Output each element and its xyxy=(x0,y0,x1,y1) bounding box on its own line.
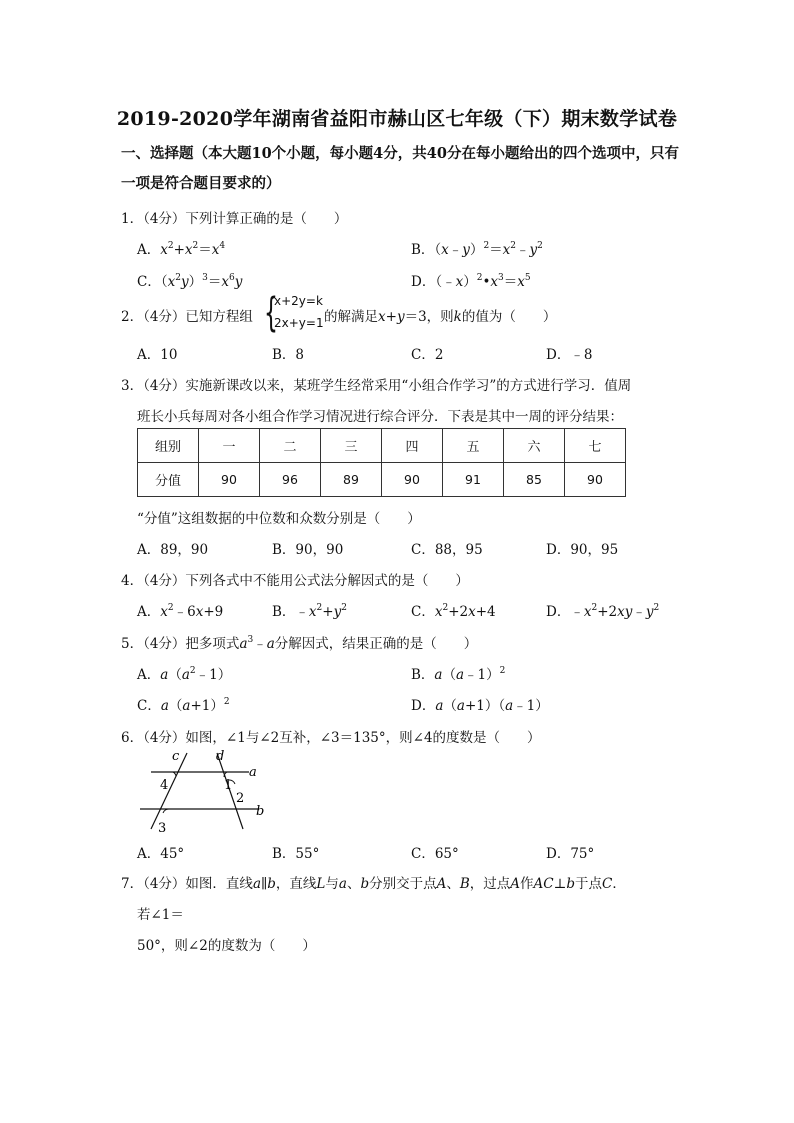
table-row xyxy=(138,463,626,497)
q4-option-c[interactable]: C．$x^2+2x+4$ xyxy=(411,603,496,620)
q4-option-b[interactable]: B．$﹣x^2+y^2$ xyxy=(272,603,347,620)
q5-stem-post: 分解因式，结果正确的是（ ） xyxy=(274,636,478,652)
q6-option-c[interactable]: C．65° xyxy=(411,846,459,862)
q3-line3: “分值”这组数据的中位数和众数分别是（ ） xyxy=(137,511,421,527)
q7-line3: 50°，则∠2的度数为（ ） xyxy=(137,938,316,954)
q3-option-a[interactable]: A．89，90 xyxy=(137,542,209,558)
q3-line1: 3．（4分）实施新课改以来，某班学生经常采用“小组合作学习”的方式进行学习．值周 xyxy=(121,378,632,394)
label-b: b xyxy=(256,804,265,819)
label-angle-3: 3 xyxy=(158,821,167,836)
q7-line1-final: 于点 xyxy=(574,876,602,892)
table-cell: 五 xyxy=(443,429,504,463)
q1-option-a[interactable]: A．$x^2+x^2=x^4$ xyxy=(137,241,226,258)
q4-stem: 4．（4分）下列各式中不能用公式法分解因式的是（ ） xyxy=(121,573,469,589)
q6-option-b[interactable]: B．55° xyxy=(272,846,320,862)
q5-option-d[interactable]: D．a（a+1）（a﹣1） xyxy=(411,698,549,714)
q2-stem-post-text: 的解满足 xyxy=(324,309,378,325)
q3-option-d[interactable]: D．90，95 xyxy=(546,542,619,558)
q7-line1-rest: ，直线 xyxy=(275,876,317,892)
table-row xyxy=(138,429,626,463)
q1-option-b-letter: B． xyxy=(411,242,435,258)
page-title: 2019-2020学年湖南省益阳市赫山区七年级（下）期末数学试卷 xyxy=(116,108,678,130)
q5-option-a-letter: A． xyxy=(137,667,161,683)
q7-line2: 若∠1＝ xyxy=(137,907,184,923)
q7-line1-end: 分别交于点 xyxy=(369,876,437,892)
q5-option-c[interactable]: C．$a(a+1)^2$ xyxy=(137,697,230,714)
q1-option-c[interactable]: C．$(x^2y)^3=x^6y$ xyxy=(137,273,243,290)
table-cell: 三 xyxy=(321,429,382,463)
q6-option-a[interactable]: A．45° xyxy=(137,846,185,862)
q5-option-b[interactable]: B．a（a﹣1）$^2$ xyxy=(411,666,506,683)
label-d: d xyxy=(216,749,225,764)
q4-option-b-letter: B．﹣ xyxy=(272,604,309,620)
q2-stem-tail: ，则 xyxy=(426,309,454,325)
q4-option-c-letter: C． xyxy=(411,604,435,620)
table-cell: 89 xyxy=(321,463,382,497)
q1-option-d[interactable]: D．$(﹣x)^2•x^3=x^5$ xyxy=(411,273,531,290)
q2-option-a[interactable]: A．10 xyxy=(137,347,178,363)
q4-option-a-letter: A． xyxy=(137,604,161,620)
score-table xyxy=(137,428,626,497)
q1-option-b[interactable]: B．$(x﹣y)^2=x^2﹣y^2$ xyxy=(411,241,543,258)
q4-option-d[interactable]: D．$﹣x^2+2xy﹣y^2$ xyxy=(546,603,660,620)
table-cell: 90 xyxy=(565,463,626,497)
label-angle-1: 1 xyxy=(224,778,233,793)
q5-option-b-letter: B． xyxy=(411,667,435,683)
q2-eq1: x+2y=k xyxy=(274,294,323,308)
q2-stem-pre: 2．（4分）已知方程组 xyxy=(121,309,253,325)
q2-eq2: 2x+y=1 xyxy=(274,316,324,330)
q6-stem: 6．（4分）如图，∠1与∠2互补，∠3＝135°，则∠4的度数是（ ） xyxy=(121,730,541,746)
q2-option-d[interactable]: D．﹣8 xyxy=(546,347,593,363)
q1-option-d-letter: D． xyxy=(411,274,436,290)
q7-line1: 7．（4分）如图．直线a∥b，直线L与a、b分别交于点A、B，过点A作AC⊥b于点C． xyxy=(121,876,626,892)
label-c: c xyxy=(172,749,180,764)
q1-stem: 1．（4分）下列计算正确的是（ ） xyxy=(121,211,348,227)
table-cell: 组别 xyxy=(138,429,199,463)
table-cell: 91 xyxy=(443,463,504,497)
table-cell: 六 xyxy=(504,429,565,463)
line-c xyxy=(151,753,187,829)
table-cell: 七 xyxy=(565,429,626,463)
q4-option-a[interactable]: A．$x^2﹣6x+9$ xyxy=(137,603,224,620)
q3-line2: 班长小兵每周对各小组合作学习情况进行综合评分．下表是其中一周的评分结果： xyxy=(137,409,623,425)
q2-stem-post: 的解满足x+y＝3，则k的值为（ ） xyxy=(324,309,557,325)
label-a: a xyxy=(249,765,257,780)
q2-option-c[interactable]: C．2 xyxy=(411,347,444,363)
brace-icon: { xyxy=(264,290,278,336)
label-angle-2: 2 xyxy=(236,791,245,806)
section-heading-line1: 一、选择题（本大题10个小题，每小题4分，共40分在每小题给出的四个选项中，只有 xyxy=(121,145,679,162)
q7-line1-pre: 7．（4分）如图．直线 xyxy=(121,876,253,892)
q1-option-c-letter: C． xyxy=(137,274,161,290)
parallel-lines-diagram xyxy=(137,742,287,837)
q1-option-a-letter: A． xyxy=(137,242,161,258)
table-cell: 四 xyxy=(382,429,443,463)
q5-stem: 5．（4分）把多项式$a^3﹣a$分解因式，结果正确的是（ ） xyxy=(121,635,478,652)
q5-option-c-letter: C． xyxy=(137,698,161,714)
table-cell: 90 xyxy=(382,463,443,497)
q2-option-b[interactable]: B．8 xyxy=(272,347,305,363)
table-cell: 一 xyxy=(199,429,260,463)
q6-figure xyxy=(137,742,287,841)
label-angle-4: 4 xyxy=(160,778,169,793)
q5-stem-pre: 5．（4分）把多项式 xyxy=(121,636,240,652)
table-cell: 96 xyxy=(260,463,321,497)
q4-option-d-letter: D．﹣ xyxy=(546,604,584,620)
section-heading-line2: 一项是符合题目要求的） xyxy=(121,175,281,192)
q7-line1-tail: ，过点 xyxy=(469,876,511,892)
q6-option-d[interactable]: D．75° xyxy=(546,846,595,862)
q3-option-c[interactable]: C．88，95 xyxy=(411,542,483,558)
q2-equation-system xyxy=(264,290,324,336)
table-cell: 90 xyxy=(199,463,260,497)
q2-stem-end: 的值为（ ） xyxy=(461,309,557,325)
table-cell: 二 xyxy=(260,429,321,463)
q5-option-a[interactable]: A．$a(a^2﹣1)$ xyxy=(137,666,232,683)
table-cell: 85 xyxy=(504,463,565,497)
q5-option-d-letter: D． xyxy=(411,698,436,714)
q3-option-b[interactable]: B．90，90 xyxy=(272,542,344,558)
table-cell: 分值 xyxy=(138,463,199,497)
